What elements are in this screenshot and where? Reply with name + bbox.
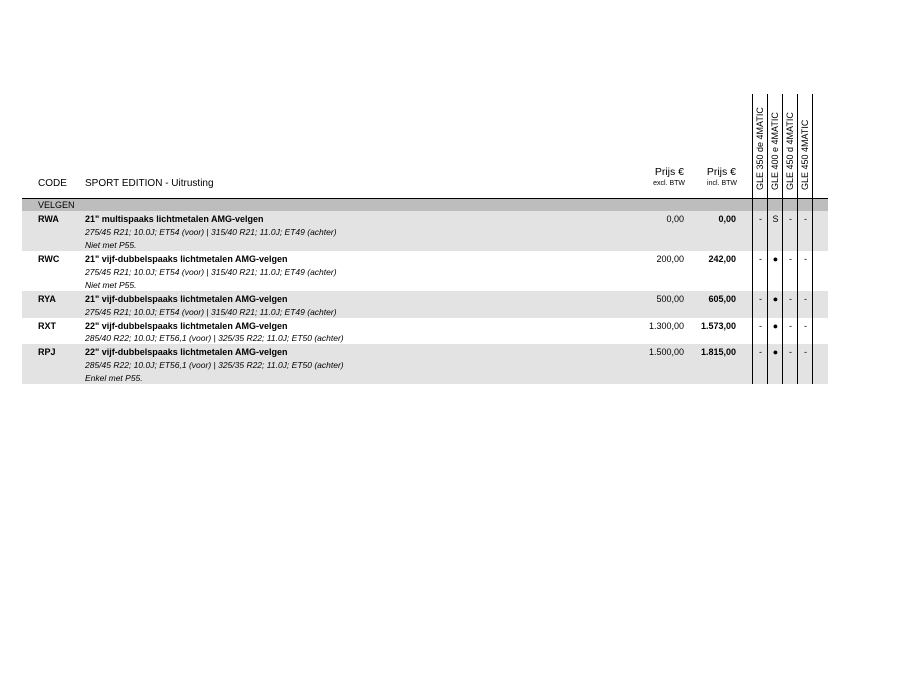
price-incl-subheader: incl. BTW: [707, 180, 737, 187]
availability-cell: -: [789, 347, 792, 357]
price-incl: 605,00: [708, 294, 736, 304]
column-divider: [752, 94, 753, 384]
option-spec: 285/40 R22; 10.0J; ET56,1 (voor) | 325/35 R22; 11.0J; ET50 (achter): [85, 333, 344, 343]
section-velgen: [22, 199, 828, 211]
price-excl: 1.500,00: [648, 347, 684, 357]
price-incl: 1.573,00: [700, 321, 736, 331]
availability-cell: ●: [772, 347, 779, 357]
option-code: RPJ: [38, 347, 56, 357]
column-divider: [812, 94, 813, 384]
option-note: Niet met P55.: [85, 240, 137, 250]
availability-cell: ●: [772, 254, 779, 264]
model-label: GLE 350 de 4MATIC: [754, 107, 765, 190]
table-row: [22, 291, 828, 318]
availability-cell: -: [804, 321, 807, 331]
column-divider: [767, 94, 768, 384]
column-divider: [797, 94, 798, 384]
model-header-gle400e: [768, 94, 783, 192]
option-spec: 275/45 R21; 10.0J; ET54 (voor) | 315/40 R21; 11.0J; ET49 (achter): [85, 307, 337, 317]
section-label: VELGEN: [38, 200, 75, 210]
option-code: RWA: [38, 214, 59, 224]
availability-cell: -: [789, 321, 792, 331]
availability-cell: -: [789, 294, 792, 304]
option-code: RXT: [38, 321, 56, 331]
price-incl: 1.815,00: [700, 347, 736, 357]
model-header-gle450d: [783, 94, 798, 192]
price-incl: 0,00: [718, 214, 736, 224]
availability-cell: -: [789, 214, 792, 224]
availability-cell: -: [759, 347, 762, 357]
option-note: Niet met P55.: [85, 280, 137, 290]
availability-cell: S: [772, 214, 779, 224]
option-note: Enkel met P55.: [85, 373, 143, 383]
availability-cell: -: [789, 254, 792, 264]
model-label: GLE 450 4MATIC: [799, 119, 810, 190]
availability-cell: ●: [772, 294, 779, 304]
option-spec: 285/45 R22; 10.0J; ET56,1 (voor) | 325/35 R22; 11.0J; ET50 (achter): [85, 360, 344, 370]
price-excl-subheader: excl. BTW: [653, 180, 685, 187]
availability-cell: -: [759, 214, 762, 224]
model-header-gle350de: [753, 94, 768, 192]
option-spec: 275/45 R21; 10.0J; ET54 (voor) | 315/40 R21; 11.0J; ET49 (achter): [85, 267, 337, 277]
availability-cell: -: [759, 321, 762, 331]
option-title: 21" vijf-dubbelspaaks lichtmetalen AMG-velgen: [85, 294, 288, 304]
availability-cell: -: [759, 294, 762, 304]
price-excl: 1.300,00: [648, 321, 684, 331]
option-title: 21" vijf-dubbelspaaks lichtmetalen AMG-velgen: [85, 254, 288, 264]
price-excl-header: Prijs €: [654, 166, 684, 178]
option-code: RWC: [38, 254, 60, 264]
option-title: 22" vijf-dubbelspaaks lichtmetalen AMG-velgen: [85, 321, 288, 331]
option-spec: 275/45 R21; 10.0J; ET54 (voor) | 315/40 R21; 11.0J; ET49 (achter): [85, 227, 337, 237]
table-row: [22, 344, 828, 384]
availability-cell: ●: [772, 321, 779, 331]
model-label: GLE 450 d 4MATIC: [784, 112, 795, 190]
model-header-gle450: [798, 94, 813, 192]
price-incl: 242,00: [708, 254, 736, 264]
option-code: RYA: [38, 294, 56, 304]
availability-cell: -: [759, 254, 762, 264]
availability-cell: -: [804, 254, 807, 264]
equipment-column-header: SPORT EDITION - Uitrusting: [85, 178, 214, 189]
option-title: 21" multispaaks lichtmetalen AMG-velgen: [85, 214, 264, 224]
option-title: 22" vijf-dubbelspaaks lichtmetalen AMG-velgen: [85, 347, 288, 357]
availability-cell: -: [804, 214, 807, 224]
table-row: [22, 318, 828, 344]
price-excl: 200,00: [656, 254, 684, 264]
price-incl-header: Prijs €: [706, 166, 736, 178]
table-row: [22, 251, 828, 291]
code-column-header: CODE: [38, 178, 67, 189]
price-excl: 500,00: [656, 294, 684, 304]
availability-cell: -: [804, 294, 807, 304]
price-excl: 0,00: [666, 214, 684, 224]
availability-cell: -: [804, 347, 807, 357]
model-label: GLE 400 e 4MATIC: [769, 112, 780, 190]
table-row: [22, 211, 828, 251]
column-divider: [782, 94, 783, 384]
